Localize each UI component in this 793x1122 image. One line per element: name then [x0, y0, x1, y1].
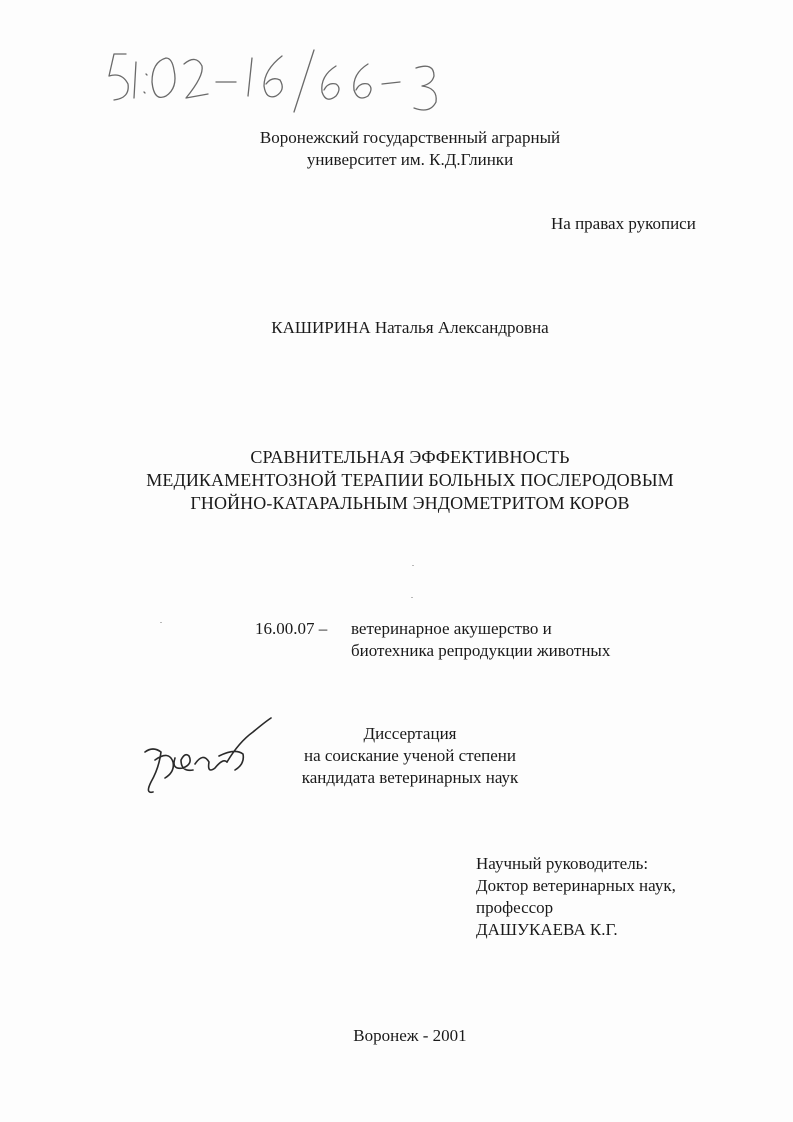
degree-line-3: кандидата ветеринарных наук — [301, 768, 519, 787]
supervisor-name: ДАШУКАЕВА К.Г. — [476, 920, 618, 939]
supervisor-degree: Доктор ветеринарных наук, — [476, 876, 676, 895]
scan-speck — [411, 597, 413, 598]
city-year: Воронеж - 2001 — [353, 1026, 467, 1045]
institution-line-2: университет им. К.Д.Глинки — [306, 150, 514, 169]
specialty-name-line-2: биотехника репродукции животных — [351, 641, 611, 660]
scan-speck — [160, 622, 162, 623]
supervisor-rank: профессор — [476, 898, 554, 917]
author-surname: КАШИРИНА — [271, 318, 371, 337]
title-line-2: МЕДИКАМЕНТОЗНОЙ ТЕРАПИИ БОЛЬНЫХ ПОСЛЕРОДОВЫМ — [146, 470, 674, 490]
manuscript-rights: На правах рукописи — [551, 214, 696, 233]
title-line-3: ГНОЙНО-КАТАРАЛЬНЫМ ЭНДОМЕТРИТОМ КОРОВ — [190, 493, 630, 513]
specialty-code: 16.00.07 – — [255, 619, 328, 638]
institution-line-1: Воронежский государственный аграрный — [259, 128, 561, 147]
degree-line-2: на соискание ученой степени — [303, 746, 517, 765]
supervisor-label: Научный руководитель: — [476, 854, 649, 873]
title-line-1: СРАВНИТЕЛЬНАЯ ЭФФЕКТИВНОСТЬ — [250, 447, 570, 467]
scan-speck — [412, 565, 414, 566]
handwritten-registration-note — [100, 40, 470, 120]
author-given-names: Наталья Александровна — [374, 318, 549, 337]
author-name — [0, 317, 793, 339]
degree-line-1: Диссертация — [363, 724, 457, 743]
specialty-name-line-1: ветеринарное акушерство и — [351, 619, 552, 638]
